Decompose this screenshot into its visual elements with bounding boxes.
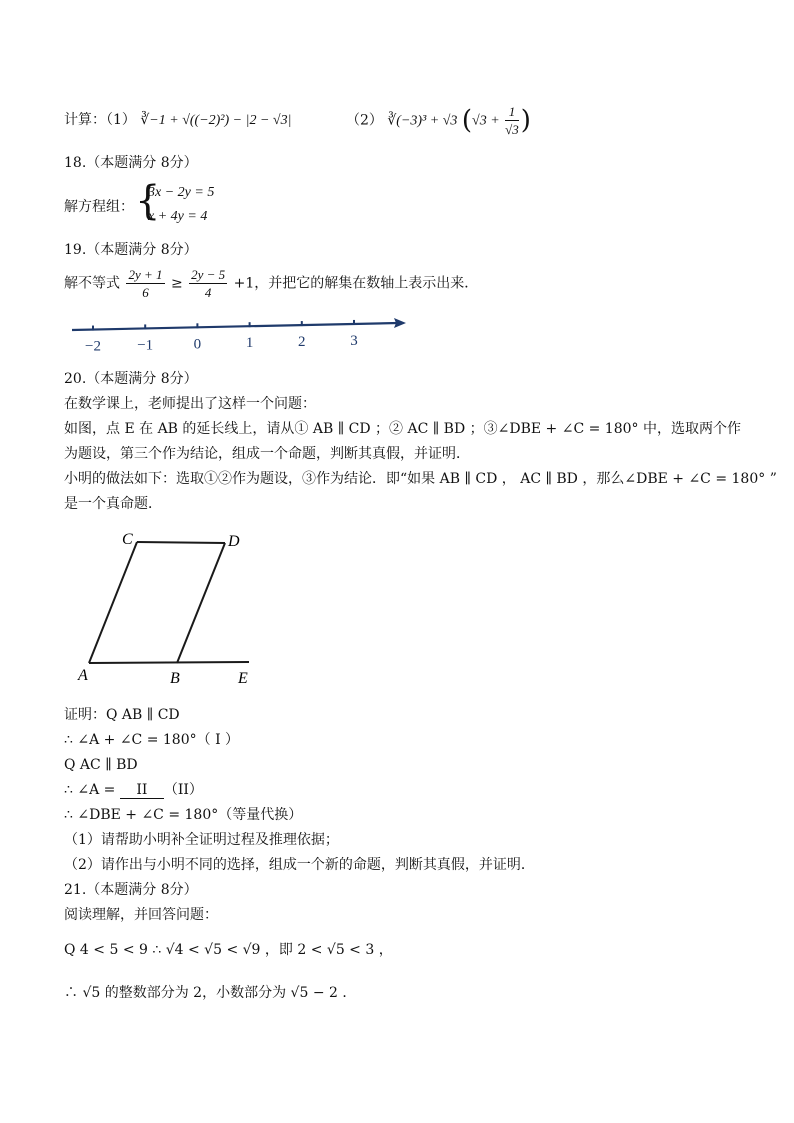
fraction-denominator: √3: [505, 122, 519, 137]
proof-line-4: [64, 780, 203, 800]
q17-part1-label: （1）: [106, 112, 136, 128]
q20-line-1: 在数学课上，老师提出了这样一个问题：: [64, 396, 316, 412]
label-e: E: [238, 670, 248, 687]
number-line-tick-label: −2: [85, 338, 101, 355]
q19-fraction-2: [189, 266, 227, 301]
q19-fraction-1: [126, 266, 164, 301]
q21-line-2: Q 4 < 5 < 9 ∴ √4 < √5 < √9 ，即 2 < √5 < 3 ，: [64, 942, 393, 958]
fraction-denominator: 6: [142, 285, 149, 300]
fraction-denominator: 4: [204, 285, 212, 300]
system-brace: {: [135, 178, 161, 224]
q21-line-3: ∴ √5 的整数部分为 2，小数部分为 √5 − 2 ．: [64, 985, 357, 1001]
segment-bd: [177, 543, 225, 663]
q18-equation-2: x + 4y = 4: [148, 209, 208, 224]
q20-line-5: 是一个真命题．: [64, 496, 162, 512]
q17-part2-expression-a: ∛(−3)³ + √3: [387, 113, 458, 129]
label-d: D: [228, 533, 240, 550]
q18-equation-1: 3x − 2y = 5: [148, 185, 215, 200]
q21-header: 21.（本题满分 8分）: [64, 882, 198, 898]
q21-line-1: 阅读理解，并回答问题：: [64, 907, 218, 923]
number-line-tick-label: 2: [298, 334, 306, 351]
q17-line: [64, 110, 291, 131]
right-paren: ): [520, 105, 531, 136]
proof-line-3: Q AC ∥ BD: [64, 757, 138, 773]
q19-ge-sign: ≥: [170, 275, 183, 292]
q17-part2-expression-b: √3 +: [472, 113, 504, 129]
q17-part2-label: （2）: [346, 112, 383, 129]
number-line-axis: [72, 323, 398, 330]
q19-header: 19.（本题满分 8分）: [64, 242, 198, 258]
label-a: A: [78, 667, 88, 684]
proof-blank: II: [120, 782, 164, 799]
proof-line-4-prefix: ∴ ∠A =: [64, 782, 120, 798]
number-line-tick-label: 0: [193, 336, 202, 353]
proof-line-1: 证明：Q AB ∥ CD: [64, 707, 180, 723]
q17-part2-fraction: [505, 103, 519, 138]
segment-cd: [137, 542, 225, 543]
q19-prefix: 解不等式: [64, 275, 120, 292]
segment-ac: [89, 542, 137, 663]
number-line-tick-label: −1: [137, 337, 154, 354]
fraction-numerator: 1: [505, 103, 519, 121]
proof-line-2: ∴ ∠A + ∠C = 180°（ I ）: [64, 732, 240, 748]
parallelogram-figure: [70, 525, 270, 690]
q19-suffix: +1，并把它的解集在数轴上表示出来．: [233, 275, 479, 292]
q19-inequality-line: [64, 266, 478, 301]
number-line: [60, 310, 420, 360]
proof-line-5: ∴ ∠DBE + ∠C = 180°（等量代换）: [64, 807, 303, 823]
q20-header: 20.（本题满分 8分）: [64, 371, 198, 387]
number-line-tick-label: 3: [350, 332, 358, 349]
q20-line-3: 为题设，第三个作为结论，组成一个命题，判断其真假，并证明．: [64, 446, 470, 462]
q17-part2-line: [346, 103, 531, 138]
label-b: B: [170, 670, 180, 687]
task-2: （2）请作出与小明不同的选择，组成一个新的命题，判断其真假，并证明．: [64, 857, 535, 873]
proof-line-4-suffix: （II）: [163, 782, 203, 798]
q18-header: 18.（本题满分 8分）: [64, 155, 198, 171]
q18-prompt: 解方程组：: [64, 199, 134, 215]
number-line-tick-label: 1: [245, 335, 254, 352]
task-1: （1）请帮助小明补全证明过程及推理依据；: [64, 832, 339, 848]
fraction-numerator: 2y − 5: [191, 267, 226, 282]
label-c: C: [122, 531, 133, 548]
q20-line-4: 小明的做法如下：选取①②作为题设，③作为结论．即“如果 AB ∥ CD ， AC ∥ BD ，那么∠DBE + ∠C = 180° ”: [64, 471, 777, 487]
left-paren: (: [461, 105, 473, 136]
q20-line-2: 如图，点 E 在 AB 的延长线上，请从① AB ∥ CD ；② AC ∥ BD ；③∠DBE + ∠C = 180° 中，选取两个作: [64, 421, 741, 437]
fraction-numerator: 2y + 1: [128, 267, 163, 282]
q17-part1-expression: ∛−1 + √((−2)²) − |2 − √3|: [140, 113, 292, 128]
line-ae: [89, 662, 249, 663]
q17-label: 计算：: [64, 112, 106, 128]
